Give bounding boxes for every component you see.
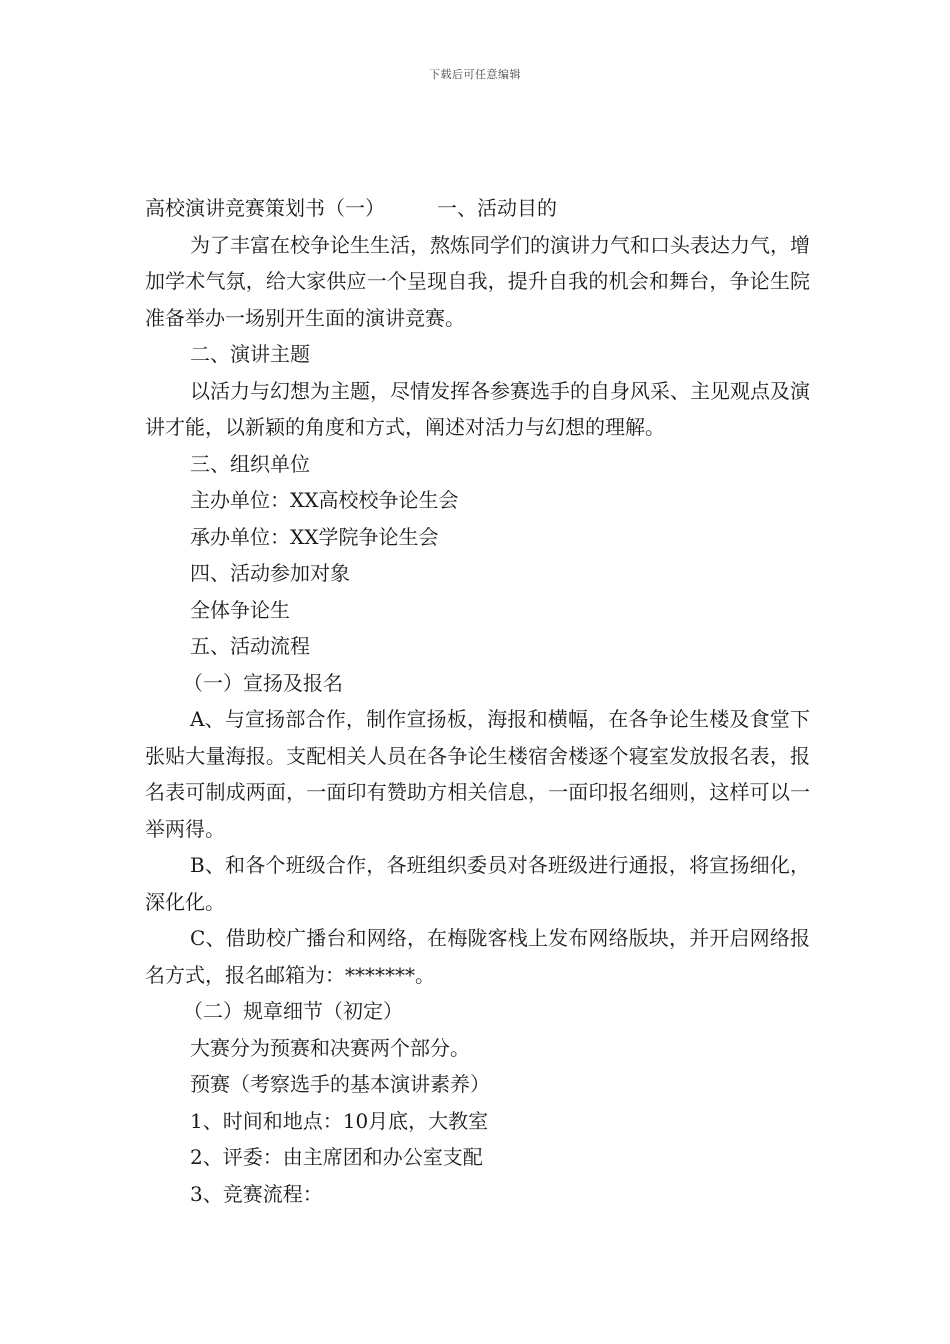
section2-body: 以活力与幻想为主题，尽情发挥各参赛选手的自身风采、主见观点及演讲才能，以新颖的角度和方式，阐述对活力与幻想的理解。	[145, 378, 810, 439]
rules-intro: 大赛分为预赛和决赛两个部分。	[190, 1035, 470, 1060]
section4-heading: 四、活动参加对象	[190, 561, 350, 585]
organizer-unit: 承办单位：XX学院争论生会	[190, 524, 439, 549]
prelim-heading: 预赛（考察选手的基本演讲素养）	[190, 1072, 490, 1096]
document-body	[145, 190, 810, 1212]
participants: 全体争论生	[190, 597, 290, 622]
sub2-heading: （二）规章细节（初定）	[183, 999, 403, 1023]
prelim-item-1: 1、时间和地点：10月底，大教室	[190, 1108, 489, 1133]
host-unit: 主办单位：XX高校校争论生会	[190, 488, 459, 512]
section2-heading: 二、演讲主题	[190, 342, 310, 366]
section3-heading: 三、组织单位	[190, 451, 310, 476]
page-header-note: 下载后可任意编辑	[429, 68, 521, 81]
prelim-item-2: 2、评委：由主席团和办公室支配	[190, 1145, 483, 1169]
title-line	[145, 190, 810, 227]
prelim-item-3: 3、竞赛流程：	[190, 1181, 323, 1206]
document-title: 高校演讲竞赛策划书（一）	[145, 196, 385, 220]
section1-heading: 一、活动目的	[437, 196, 557, 220]
item-c: C、借助校广播台和网络，在梅陇客栈上发布网络版块，并开启网络报名方式，报名邮箱为：*******。	[145, 926, 810, 987]
section1-body: 为了丰富在校争论生生活，熬炼同学们的演讲力气和口头表达力气，增加学术气氛，给大家供应一个呈现自我，提升自我的机会和舞台，争论生院准备举办一场别开生面的演讲竞赛。	[145, 232, 810, 330]
item-a: A、与宣扬部合作，制作宣扬板，海报和横幅，在各争论生楼及食堂下张贴大量海报。支配相关人员在各争论生楼宿舍楼逐个寝室发放报名表，报名表可制成两面，一面印有赞助方相关信息，一面印报名细则，这样可以一举两得。	[145, 707, 810, 841]
sub1-heading: （一）宣扬及报名	[183, 670, 343, 695]
item-b: B、和各个班级合作，各班组织委员对各班级进行通报，将宣扬细化，深化化。	[145, 853, 810, 914]
section5-heading: 五、活动流程	[190, 634, 310, 658]
